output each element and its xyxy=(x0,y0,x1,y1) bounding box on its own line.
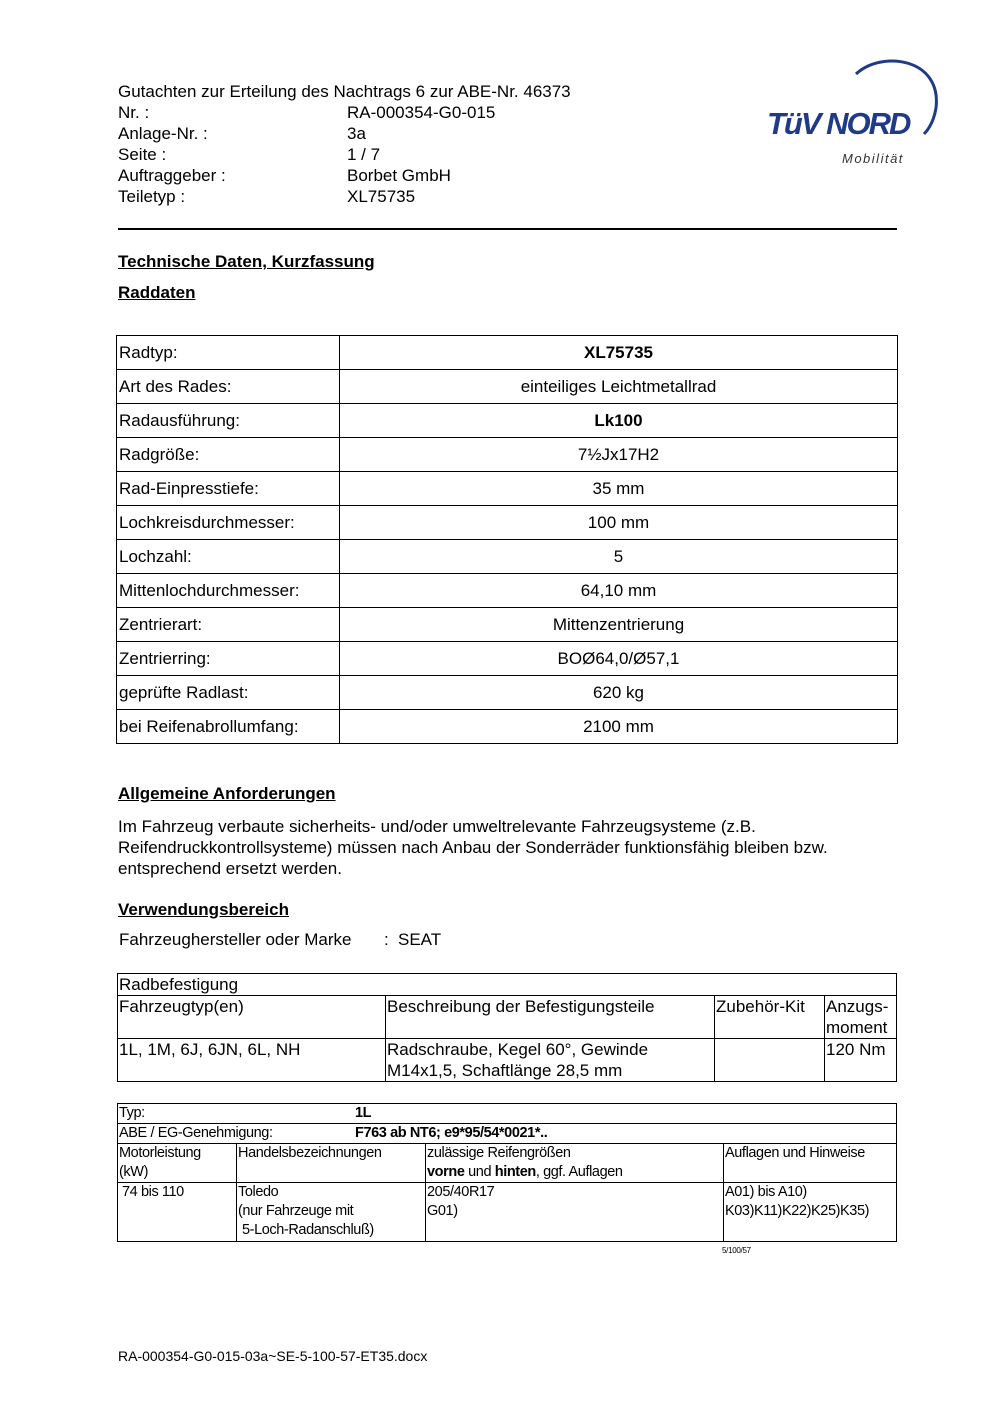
note-line: A01) bis A10) xyxy=(725,1184,807,1200)
wheel-key: Lochkreisdurchmesser: xyxy=(117,506,340,540)
power-header-line: (kW) xyxy=(119,1164,148,1180)
wheel-value: 64,10 mm xyxy=(340,574,898,608)
abe-label: ABE / EG-Genehmigung: xyxy=(119,1125,273,1141)
type-value: 1L xyxy=(355,1105,372,1121)
table-row xyxy=(117,540,898,574)
requirements-text: Im Fahrzeug verbaute sicherheits- und/oder umweltrelevante Fahrzeugsysteme (z.B. Reifendruckkontrollsysteme) müssen nach Anbau der Sonderräder funktionsfähig bleiben bzw. entsprechend ersetzt werden. xyxy=(118,817,828,878)
table-row xyxy=(117,642,898,676)
wheel-key: Rad-Einpresstiefe: xyxy=(117,472,340,506)
wheel-key: Zentrierart: xyxy=(117,608,340,642)
table-row xyxy=(118,1104,897,1124)
footer-filename: RA-000354-G0-015-03a~SE-5-100-57-ET35.docx xyxy=(118,1348,428,1364)
description-line: M14x1,5, Schaftlänge 28,5 mm xyxy=(387,1061,623,1080)
column-header-kit: Zubehör-Kit xyxy=(715,996,825,1039)
column-header-notes: Auflagen und Hinweise xyxy=(724,1144,897,1183)
logo-text: TüV NORD xyxy=(767,106,910,141)
wheel-value: 35 mm xyxy=(340,472,898,506)
moment-header-line: moment xyxy=(826,1018,888,1037)
wheel-key: Radausführung: xyxy=(117,404,340,438)
header-label-anlage: Anlage-Nr. : xyxy=(118,124,208,143)
header-label-seite: Seite : xyxy=(118,145,167,164)
trade-line: 5-Loch-Radanschluß) xyxy=(242,1222,374,1238)
wheel-key: Radgröße: xyxy=(117,438,340,472)
tires-header-line: zulässige Reifengrößen xyxy=(427,1145,571,1161)
note-line: K03)K11)K22)K25)K35) xyxy=(725,1203,870,1219)
wheel-key: Zentrierring: xyxy=(117,642,340,676)
header-value-auftraggeber: Borbet GmbH xyxy=(347,166,451,185)
attachment-table xyxy=(117,973,897,1082)
cell-types: 1L, 1M, 6J, 6JN, 6L, NH xyxy=(118,1039,386,1082)
table-row xyxy=(117,404,898,438)
power-header-line: Motorleistung xyxy=(119,1145,201,1161)
wheel-data-table xyxy=(116,335,898,744)
wheel-key: Mittenlochdurchmesser: xyxy=(117,574,340,608)
table-row xyxy=(118,1124,897,1144)
wheel-key: geprüfte Radlast: xyxy=(117,676,340,710)
cell-kit xyxy=(715,1039,825,1082)
tire-line: G01) xyxy=(427,1203,458,1219)
type-row xyxy=(118,1104,897,1124)
tires-rear: hinten xyxy=(494,1164,536,1180)
table-row xyxy=(117,370,898,404)
table-row xyxy=(117,710,898,744)
header-divider xyxy=(118,228,897,230)
wheel-value: Mittenzentrierung xyxy=(340,608,898,642)
tires-header-line2 xyxy=(427,1163,722,1182)
wheel-key: Art des Rades: xyxy=(117,370,340,404)
moment-header-line: Anzugs- xyxy=(826,997,889,1016)
table-row xyxy=(118,1183,897,1242)
abe-value: F763 ab NT6; e9*95/54*0021*.. xyxy=(355,1125,548,1141)
table-row xyxy=(118,1039,897,1082)
column-header-moment xyxy=(825,996,897,1039)
table-row xyxy=(117,506,898,540)
tires-front: vorne xyxy=(427,1164,465,1180)
table-row xyxy=(118,974,897,996)
section-heading-requirements: Allgemeine Anforderungen xyxy=(118,784,336,803)
header-label-auftraggeber: Auftraggeber : xyxy=(118,166,226,185)
wheel-value: 2100 mm xyxy=(340,710,898,744)
column-header-trade: Handelsbezeichnungen xyxy=(237,1144,426,1183)
table-row xyxy=(118,1144,897,1183)
cell-description xyxy=(386,1039,715,1082)
wheel-value: Lk100 xyxy=(340,404,898,438)
section-heading-usage: Verwendungsbereich xyxy=(118,900,289,919)
tire-line: 205/40R17 xyxy=(427,1184,495,1200)
header-label-nr: Nr. : xyxy=(118,103,150,122)
description-line: Radschraube, Kegel 60°, Gewinde xyxy=(387,1040,649,1059)
table-row xyxy=(117,472,898,506)
column-header-types: Fahrzeugtyp(en) xyxy=(118,996,386,1039)
cell-moment: 120 Nm xyxy=(825,1039,897,1082)
header-value-anlage: 3a xyxy=(347,124,366,143)
column-header-description: Beschreibung der Befestigungsteile xyxy=(386,996,715,1039)
header-value-teiletyp: XL75735 xyxy=(347,187,416,206)
wheel-value: 620 kg xyxy=(340,676,898,710)
wheel-key: Radtyp: xyxy=(117,336,340,370)
trade-line: Toledo xyxy=(238,1184,279,1200)
header-value-nr: RA-000354-G0-015 xyxy=(347,103,496,122)
wheel-value: einteiliges Leichtmetallrad xyxy=(340,370,898,404)
vehicle-type-table xyxy=(117,1103,897,1242)
trade-line: (nur Fahrzeuge mit xyxy=(238,1203,354,1219)
wheel-key: Lochzahl: xyxy=(117,540,340,574)
wheel-value: BOØ64,0/Ø57,1 xyxy=(340,642,898,676)
wheel-value: 7½Jx17H2 xyxy=(340,438,898,472)
header-value-seite: 1 / 7 xyxy=(347,145,381,164)
column-header-tires xyxy=(426,1144,724,1183)
type-label: Typ: xyxy=(119,1105,145,1121)
wheel-key: bei Reifenabrollumfang: xyxy=(117,710,340,744)
document-title: Gutachten zur Erteilung des Nachtrags 6 zur ABE-Nr. 46373 xyxy=(118,82,571,101)
table-reference: 5/100/57 xyxy=(722,1246,751,1255)
column-header-power xyxy=(118,1144,237,1183)
table-row xyxy=(117,438,898,472)
cell-trade xyxy=(237,1183,426,1242)
cell-notes xyxy=(724,1183,897,1242)
section-heading-raddaten: Raddaten xyxy=(118,283,196,302)
tires-and: und xyxy=(464,1164,495,1180)
header-label-teiletyp: Teiletyp : xyxy=(118,187,186,206)
wheel-value: 5 xyxy=(340,540,898,574)
manufacturer-value: SEAT xyxy=(398,930,442,949)
attachment-caption: Radbefestigung xyxy=(118,974,897,996)
cell-power: 74 bis 110 xyxy=(118,1183,237,1242)
manufacturer-separator: : xyxy=(384,930,389,949)
table-row xyxy=(117,574,898,608)
tires-rest: , ggf. Auflagen xyxy=(535,1164,623,1180)
table-row xyxy=(118,996,897,1039)
table-row xyxy=(117,608,898,642)
cell-tires xyxy=(426,1183,724,1242)
table-row xyxy=(117,676,898,710)
manufacturer-label: Fahrzeughersteller oder Marke xyxy=(119,930,352,949)
abe-row xyxy=(118,1124,897,1144)
logo-subtitle: Mobilität xyxy=(842,151,904,166)
wheel-value: 100 mm xyxy=(340,506,898,540)
table-row xyxy=(117,336,898,370)
wheel-value: XL75735 xyxy=(340,336,898,370)
section-heading-technical: Technische Daten, Kurzfassung xyxy=(118,252,375,271)
